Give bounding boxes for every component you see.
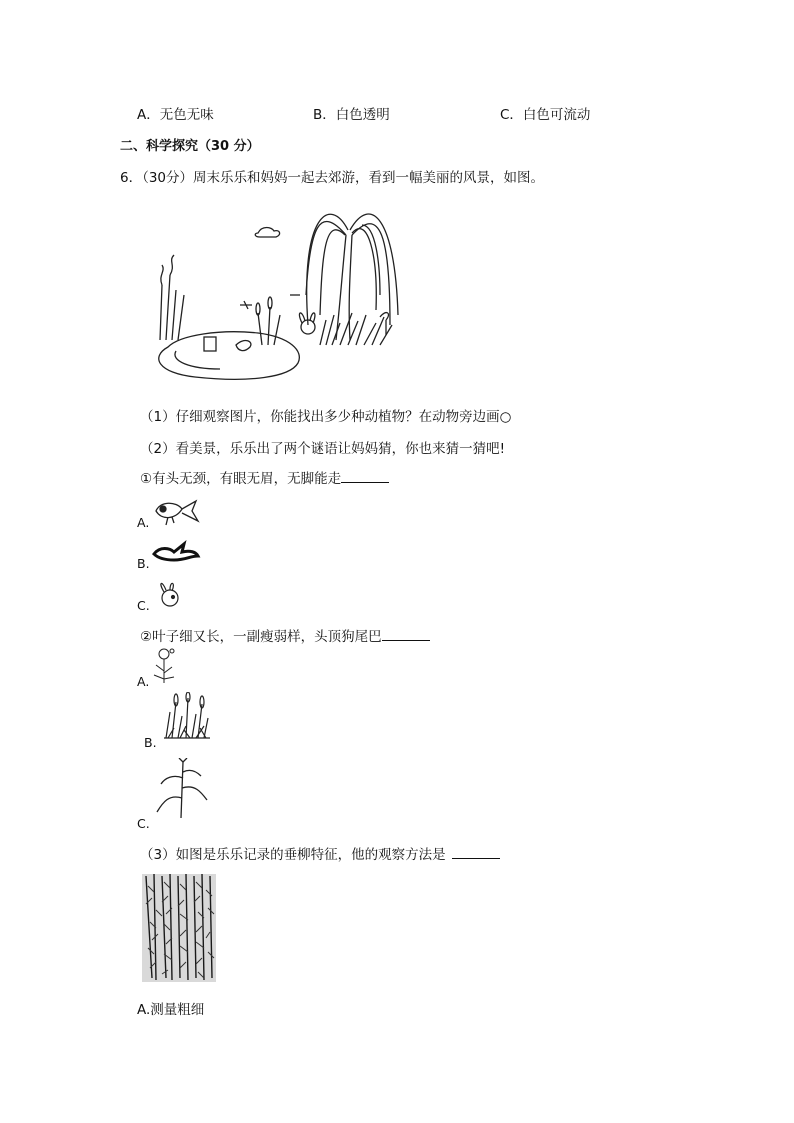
bird-silhouette-icon bbox=[150, 538, 202, 564]
option-a: A．无色无味 bbox=[137, 107, 214, 123]
riddle-1-option-a: A. bbox=[137, 515, 150, 530]
riddle-2-text: ②叶子细又长，一副瘦弱样，头顶狗尾巴 bbox=[140, 629, 382, 645]
sub-question-3-text: （3）如图是乐乐记录的垂柳特征，他的观察方法是 bbox=[140, 847, 446, 863]
riddle-1-option-b: B. bbox=[137, 556, 150, 571]
willow-branches-photo bbox=[142, 874, 216, 982]
sub-question-3 bbox=[140, 843, 500, 863]
answer-blank bbox=[452, 846, 500, 859]
answer-blank bbox=[341, 470, 389, 483]
foxtail-grass-icon bbox=[160, 692, 215, 742]
rabbit-icon bbox=[150, 578, 186, 608]
option-c: C．白色可流动 bbox=[500, 107, 591, 123]
riddle-1-option-c: C. bbox=[137, 598, 150, 613]
goldfish-icon bbox=[150, 495, 202, 527]
sub-question-2: （2）看美景，乐乐出了两个谜语让妈妈猜，你也来猜一猜吧! bbox=[140, 441, 506, 457]
sub-question-3-option-a: A.测量粗细 bbox=[137, 1002, 205, 1018]
corn-plant-icon bbox=[155, 758, 210, 820]
question-6-stem: 6．（30分）周末乐乐和妈妈一起去郊游，看到一幅美丽的风景，如图。 bbox=[120, 170, 545, 186]
riddle-2 bbox=[140, 625, 430, 645]
section-title: 二、科学探究（30 分） bbox=[120, 139, 260, 154]
dandelion-icon bbox=[150, 645, 180, 685]
option-b: B．白色透明 bbox=[313, 107, 390, 123]
riddle-2-option-a: A. bbox=[137, 674, 150, 689]
riddle-2-option-c: C. bbox=[137, 816, 150, 831]
answer-blank bbox=[382, 628, 430, 641]
landscape-illustration bbox=[140, 195, 425, 385]
riddle-1-text: ①有头无颈，有眼无眉，无脚能走 bbox=[140, 471, 342, 487]
riddle-2-option-b: B. bbox=[144, 735, 157, 750]
riddle-1 bbox=[140, 467, 389, 487]
sub-question-1: （1）仔细观察图片，你能找出多少种动植物？在动物旁边画○ bbox=[140, 409, 512, 425]
